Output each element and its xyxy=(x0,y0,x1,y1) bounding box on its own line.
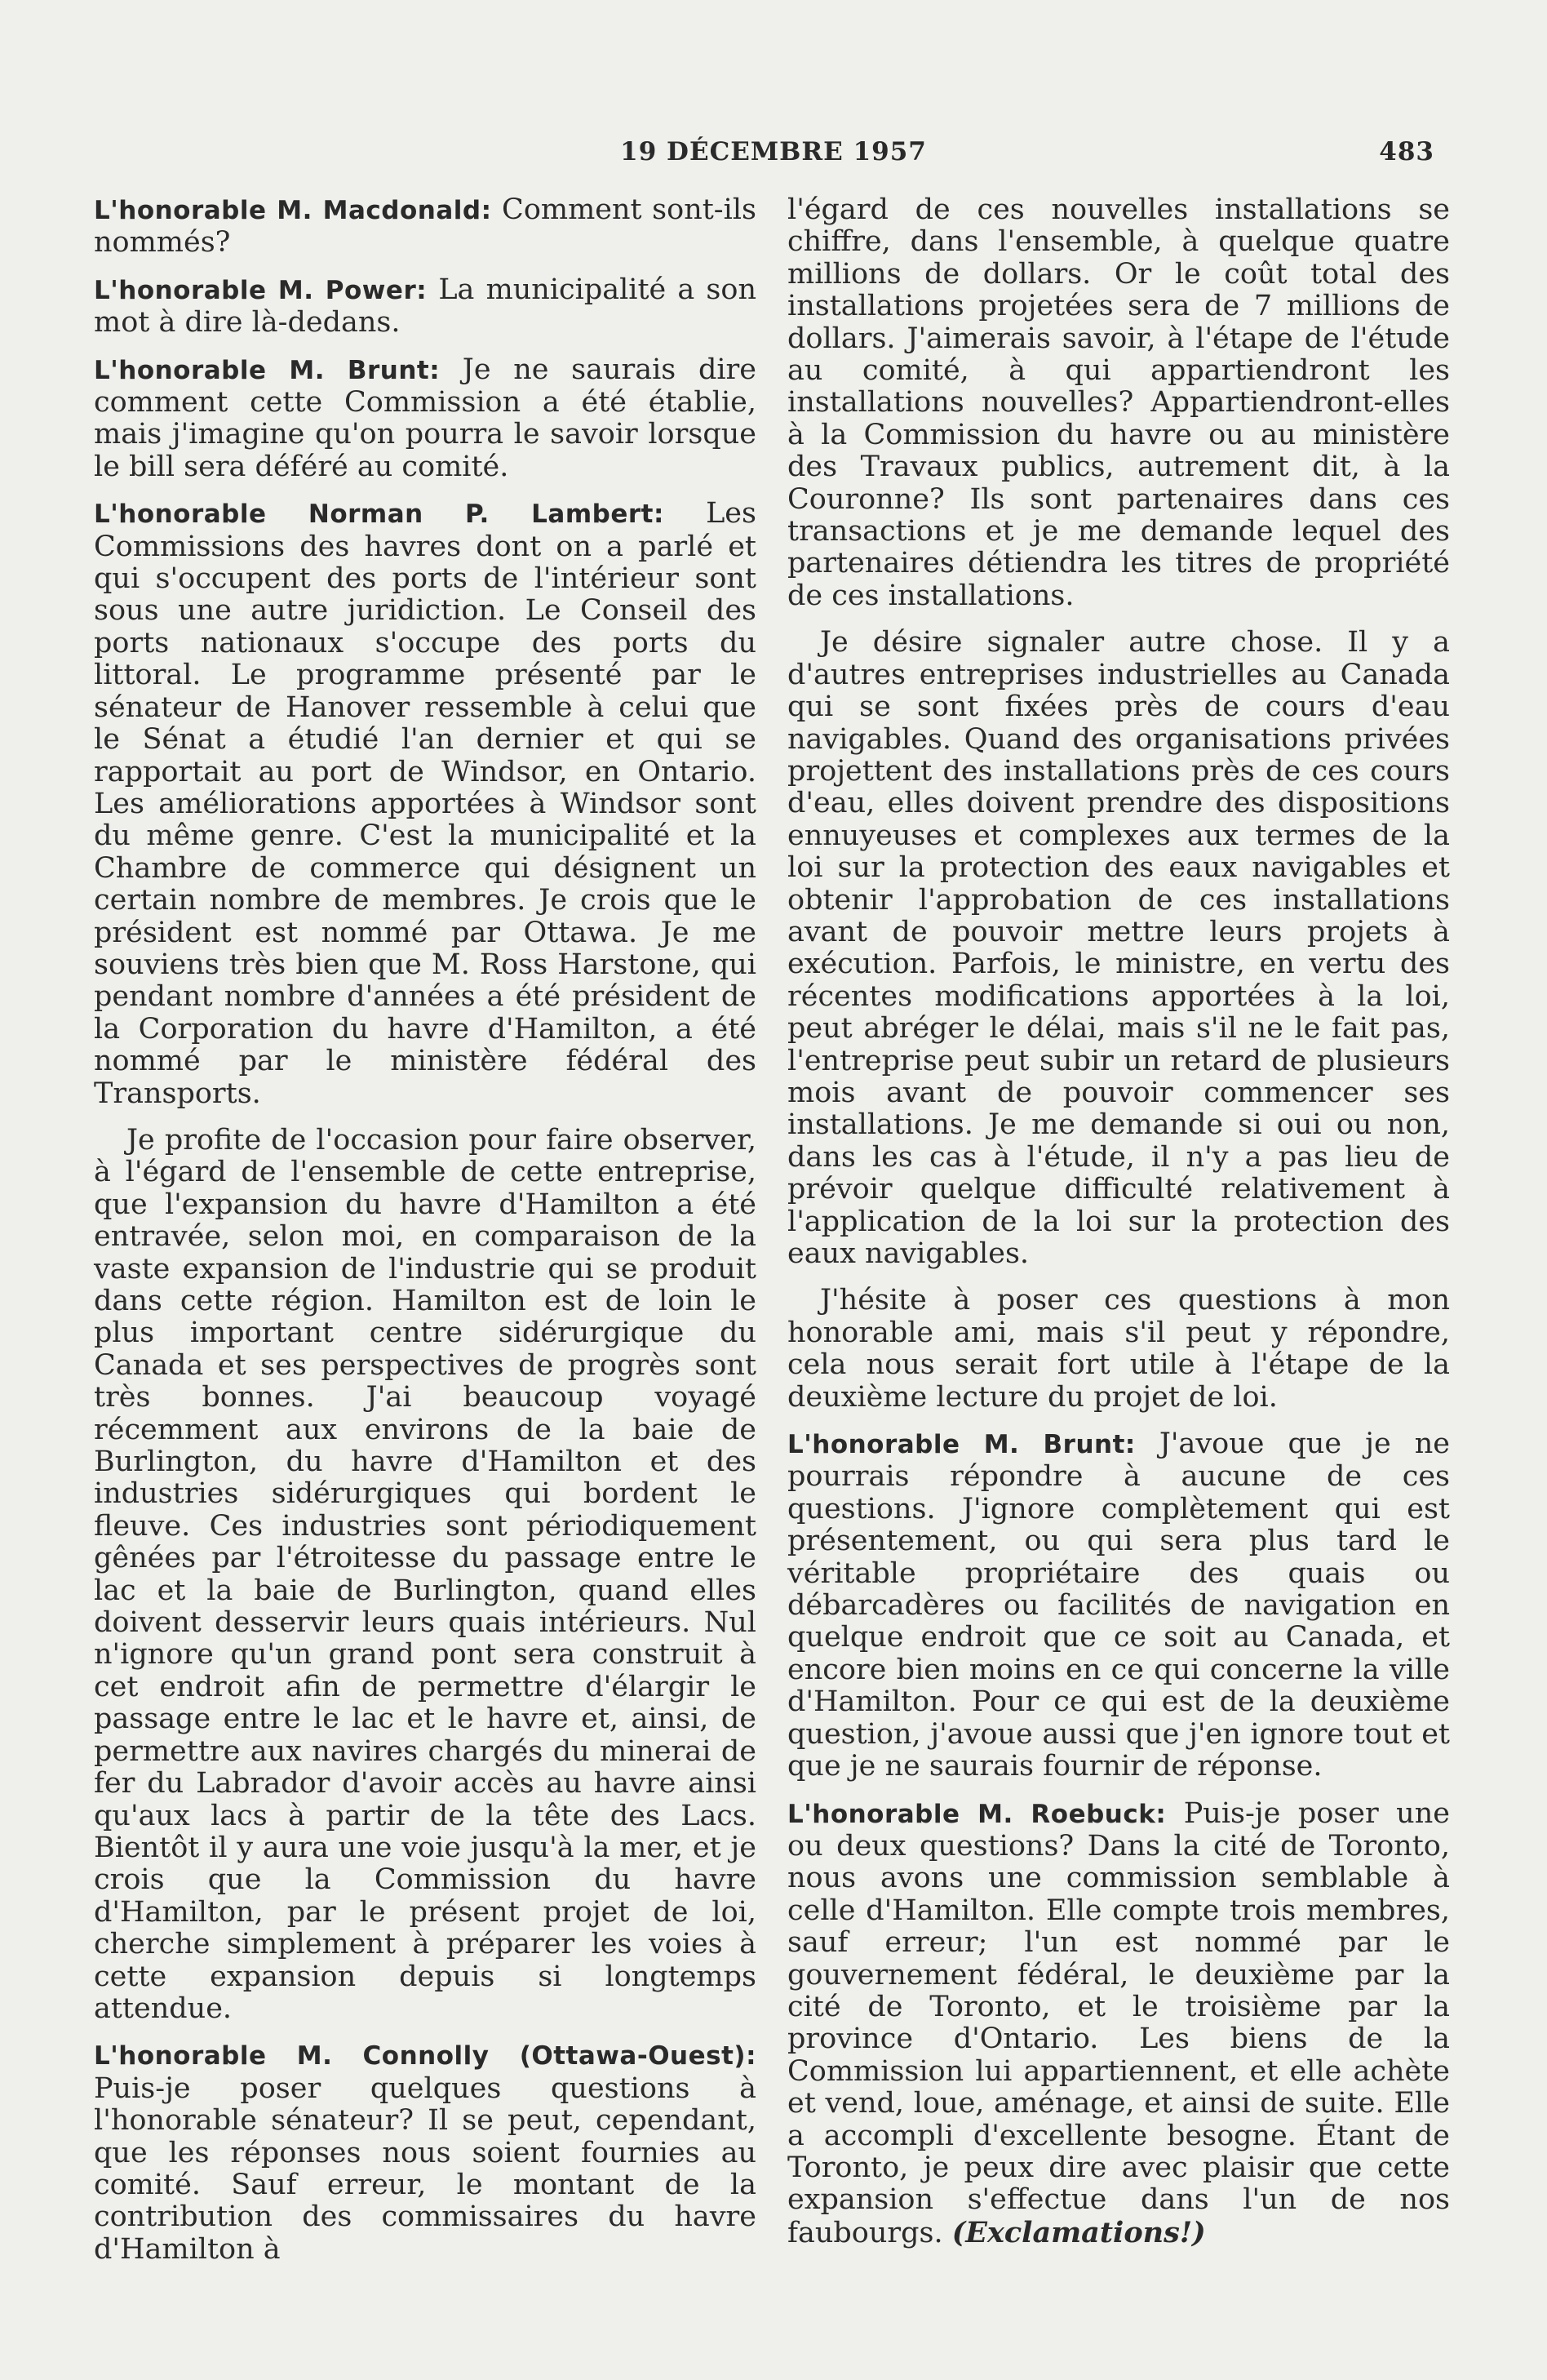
left-column xyxy=(94,194,756,2280)
paragraph xyxy=(94,498,756,1110)
paragraph xyxy=(94,1125,756,2025)
speaker-name: L'honorable M. Roebuck: xyxy=(787,1799,1167,1829)
paragraph xyxy=(787,1428,1450,1783)
paragraph-text: La municipalité a son mot à dire là-dedans. xyxy=(94,273,756,340)
paragraph xyxy=(787,627,1450,1270)
paragraph xyxy=(94,274,756,340)
speaker-name: L'honorable M. Power: xyxy=(94,275,428,305)
paragraph-text: Je profite de l'occasion pour faire observer, à l'égard de l'ensemble de cette entreprise, que l'expansion du havre d'Hamilton a été entravée, selon moi, en comparaison de la vaste expansion de l'industrie qui se produit dans cette région. Hamilton est de loin le plus important centre sidérurgique du Canada et ses perspectives de progrès sont très bonnes. J'ai beaucoup voyagé récemment aux environs de la baie de Burlington, du havre d'Hamilton et des industries sidérurgiques qui bordent le fleuve. Ces industries sont périodiquement gênées par l'étroitesse du passage entre le lac et la baie de Burlington, quand elles doivent desservir leurs quais intérieurs. Nul n'ignore qu'un grand pont sera construit à cet endroit afin de permettre d'élargir le passage entre le lac et le havre et, ainsi, de permettre aux navires chargés du minerai de fer du Labrador d'avoir accès au havre ainsi qu'aux lacs à partir de la tête des Lacs. Bientôt il y aura une voie jusqu'à la mer, et je crois que la Commission du havre d'Hamilton, par le présent projet de loi, cherche simplement à préparer les voies à cette expansion depuis si longtemps attendue. xyxy=(94,1123,756,2025)
paragraph-text: l'égard de ces nouvelles installations se chiffre, dans l'ensemble, à quelque quatre millions de dollars. Or le coût total des installations projetées sera de 7 millions de dollars. J'aimerais savoir, à l'étape de l'étude au comité, à qui appartiendront les installations nouvelles? Appartiendront-elles à la Commission du havre ou au ministère des Travaux publics, autrement dit, à la Couronne? Ils sont partenaires dans ces transactions et je me demande lequel des partenaires détiendra les titres de propriété de ces installations. xyxy=(787,193,1450,612)
right-column xyxy=(787,194,1450,2264)
paragraph-text: Je ne saurais dire comment cette Commission a été établie, mais j'imagine qu'on pourra le savoir lorsque le bill sera déféré au comité. xyxy=(94,353,756,483)
speaker-name: L'honorable M. Brunt: xyxy=(94,355,441,385)
page-number: 483 xyxy=(1379,137,1434,167)
paragraph xyxy=(94,194,756,260)
paragraph-text: J'hésite à poser ces questions à mon honorable ami, mais s'il peut y répondre, cela nous serait fort utile à l'étape de la deuxième lecture du projet de loi. xyxy=(787,1284,1450,1414)
speaker-name: L'honorable Norman P. Lambert: xyxy=(94,500,664,530)
speaker-name: L'honorable M. Brunt: xyxy=(787,1430,1136,1460)
running-head xyxy=(0,137,1547,173)
paragraph-text: Puis-je poser quelques questions à l'honorable sénateur? Il se peut, cependant, que les réponses nous soient fournies au comité. Sauf erreur, le montant de la contribution des commissaires du havre d'Hamilton à xyxy=(94,2071,756,2266)
paragraph xyxy=(787,1285,1450,1414)
paragraph xyxy=(94,354,756,484)
paragraph-text: Les Commissions des havres dont on a parlé et qui s'occupent des ports de l'intérieur sont sous une autre juridiction. Le Conseil des ports nationaux s'occupe des ports du littoral. Le programme présenté par le sénateur de Hanover ressemble à celui que le Sénat a étudié l'an dernier et qui se rapportait au port de Windsor, en Ontario. Les améliorations apportées à Windsor sont du même genre. C'est la municipalité et la Chambre de commerce qui désignent un certain nombre de membres. Je crois que le président est nommé par Ottawa. Je me souviens très bien que M. Ross Harstone, qui pendant nombre d'années a été président de la Corporation du havre d'Hamilton, a été nommé par le ministère fédéral des Transports. xyxy=(94,497,756,1110)
exclamations-note: (Exclamations!) xyxy=(951,2215,1206,2249)
speaker-name: L'honorable M. Connolly (Ottawa-Ouest): xyxy=(94,2041,756,2071)
paragraph xyxy=(787,1798,1450,2250)
speaker-name: L'honorable M. Macdonald: xyxy=(94,196,492,225)
paragraph-text: Comment sont-ils nommés? xyxy=(94,193,756,260)
paragraph xyxy=(787,194,1450,612)
paragraph-text: Je désire signaler autre chose. Il y a d'autres entreprises industrielles au Canada qui se sont fixées près de cours d'eau navigables. Quand des organisations privées projettent des installations près de ces cours d'eau, elles doivent prendre des dispositions ennuyeuses et complexes aux termes de la loi sur la protection des eaux navigables et obtenir l'approbation de ces installations avant de pouvoir mettre leurs projets à exécution. Parfois, le ministre, en vertu des récentes modifications apportées à la loi, peut abréger le délai, mais s'il ne le fait pas, l'entreprise peut subir un retard de plusieurs mois avant de pouvoir commencer ses installations. Je me demande si oui ou non, dans les cas à l'étude, il n'y a pas lieu de prévoir quelque difficulté relativement à l'application de la loi sur la protection des eaux navigables. xyxy=(787,626,1450,1270)
paragraph xyxy=(94,2040,756,2266)
paragraph-text: Puis-je poser une ou deux questions? Dans la cité de Toronto, nous avons une commission semblable à celle d'Hamilton. Elle compte trois membres, sauf erreur; l'un est nommé par le gouvernement fédéral, le deuxième par la cité de Toronto, et le troisième par la province d'Ontario. Les biens de la Commission lui appartiennent, et elle achète et vend, loue, aménage, et ainsi de suite. Elle a accompli d'excellente besogne. Étant de Toronto, je peux dire avec plaisir que cette expansion s'effectue dans l'un de nos faubourgs. xyxy=(787,1796,1450,2249)
page-date: 19 DÉCEMBRE 1957 xyxy=(620,137,927,167)
paragraph-text: J'avoue que je ne pourrais répondre à aucune de ces questions. J'ignore complètement qui est présentement, ou qui sera plus tard le véritable propriétaire des quais ou débarcadères ou facilités de navigation en quelque endroit que ce soit au Canada, et encore bien moins en ce qui concerne la ville d'Hamilton. Pour ce qui est de la deuxième question, j'avoue aussi que j'en ignore tout et que je ne saurais fournir de réponse. xyxy=(787,1428,1450,1783)
